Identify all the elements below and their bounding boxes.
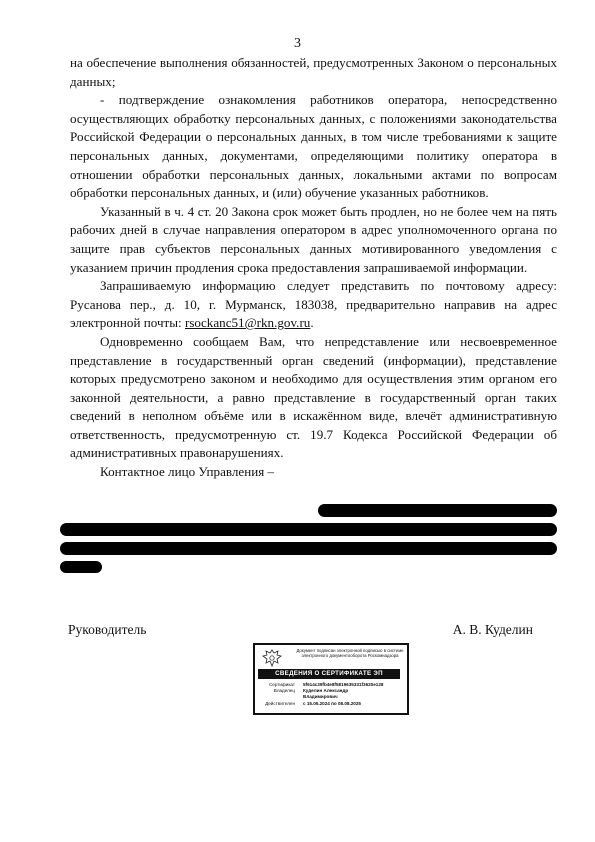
paragraph-acknowledgement: - подтверждение ознакомления работников оператора, непосредственно осуществляющих обработку персональных данных, с положениями законодательства Российской Федерации о персональных данных, в том числе требованиями к защите персональных данных, документами, определяющими политику оператора в отношении обработки персональных данных, локальными актами по вопросам обработки персональных данных, и (или) обучение указанных работников. (70, 92, 557, 201)
paragraph-continuation: на обеспечение выполнения обязанностей, предусмотренных Законом о персональных данных; (70, 55, 557, 89)
address-suffix: . (310, 315, 314, 331)
signature-name: А. В. Куделин (452, 622, 533, 637)
coat-of-arms-icon (261, 648, 283, 668)
paragraph-extension: Указанный в ч. 4 ст. 20 Закона срок может быть продлен, но не более чем на пять рабочих дней в случае направления оператором в адрес уполномоченного органа по защите прав субъектов персональных данных мотивированного уведомления с указанием причин продления срока предоставления запрашиваемой информации. (70, 203, 557, 275)
email-link[interactable]: rsockanc51@rkn.gov.ru (184, 315, 311, 331)
cert-value: 5f614c39fb4e8f5819635331f3620e128 (303, 682, 384, 687)
redaction-bar-3 (60, 542, 557, 555)
stamp-title: СВЕДЕНИЯ О СЕРТИФИКАТЕ ЭП (258, 669, 400, 679)
redaction-bar-4 (60, 561, 102, 573)
paragraph-address (70, 277, 557, 333)
page-number: 3 (294, 36, 301, 51)
paragraph-liability: Одновременно сообщаем Вам, что непредставление или несвоевременное представление в государственный орган сведений (информации), представление которых предусмотрено законом и необходимо для осуществления этим органом его законной деятельности, а равно представление в государственный орган таких сведений в неполном объёме или в искажённом виде, влечёт административную ответственность, предусмотренную ст. 19.7 Кодекса Российской Федерации об административных правонарушениях. (70, 333, 557, 461)
redaction-bar-2 (60, 523, 557, 536)
electronic-signature-stamp (253, 643, 409, 715)
letter-body (70, 54, 557, 482)
contact-label: Контактное лицо Управления – (100, 464, 275, 480)
redaction-bar-1 (318, 504, 557, 517)
owner-value-line1: Куделин Александр (303, 688, 349, 693)
contact-line (70, 463, 557, 482)
owner-label: Владелец (273, 688, 295, 693)
valid-label: Действителен (265, 701, 295, 706)
valid-value: с 15.05.2024 по 08.08.2025 (303, 701, 361, 706)
signature-role: Руководитель (68, 622, 147, 637)
owner-value-line2: Владимирович (303, 694, 338, 699)
address-text: Запрашиваемую информацию следует представить по почтовому адресу: Русанова пер., д. 10, г. Мурманск, 183038, предварительно направив на адрес электронной почты: (70, 278, 557, 331)
stamp-note: Документ подписан электронной подписью в системе электронного документооборота Роскомнадзора (296, 648, 404, 658)
cert-label: Сертификат (268, 682, 295, 687)
